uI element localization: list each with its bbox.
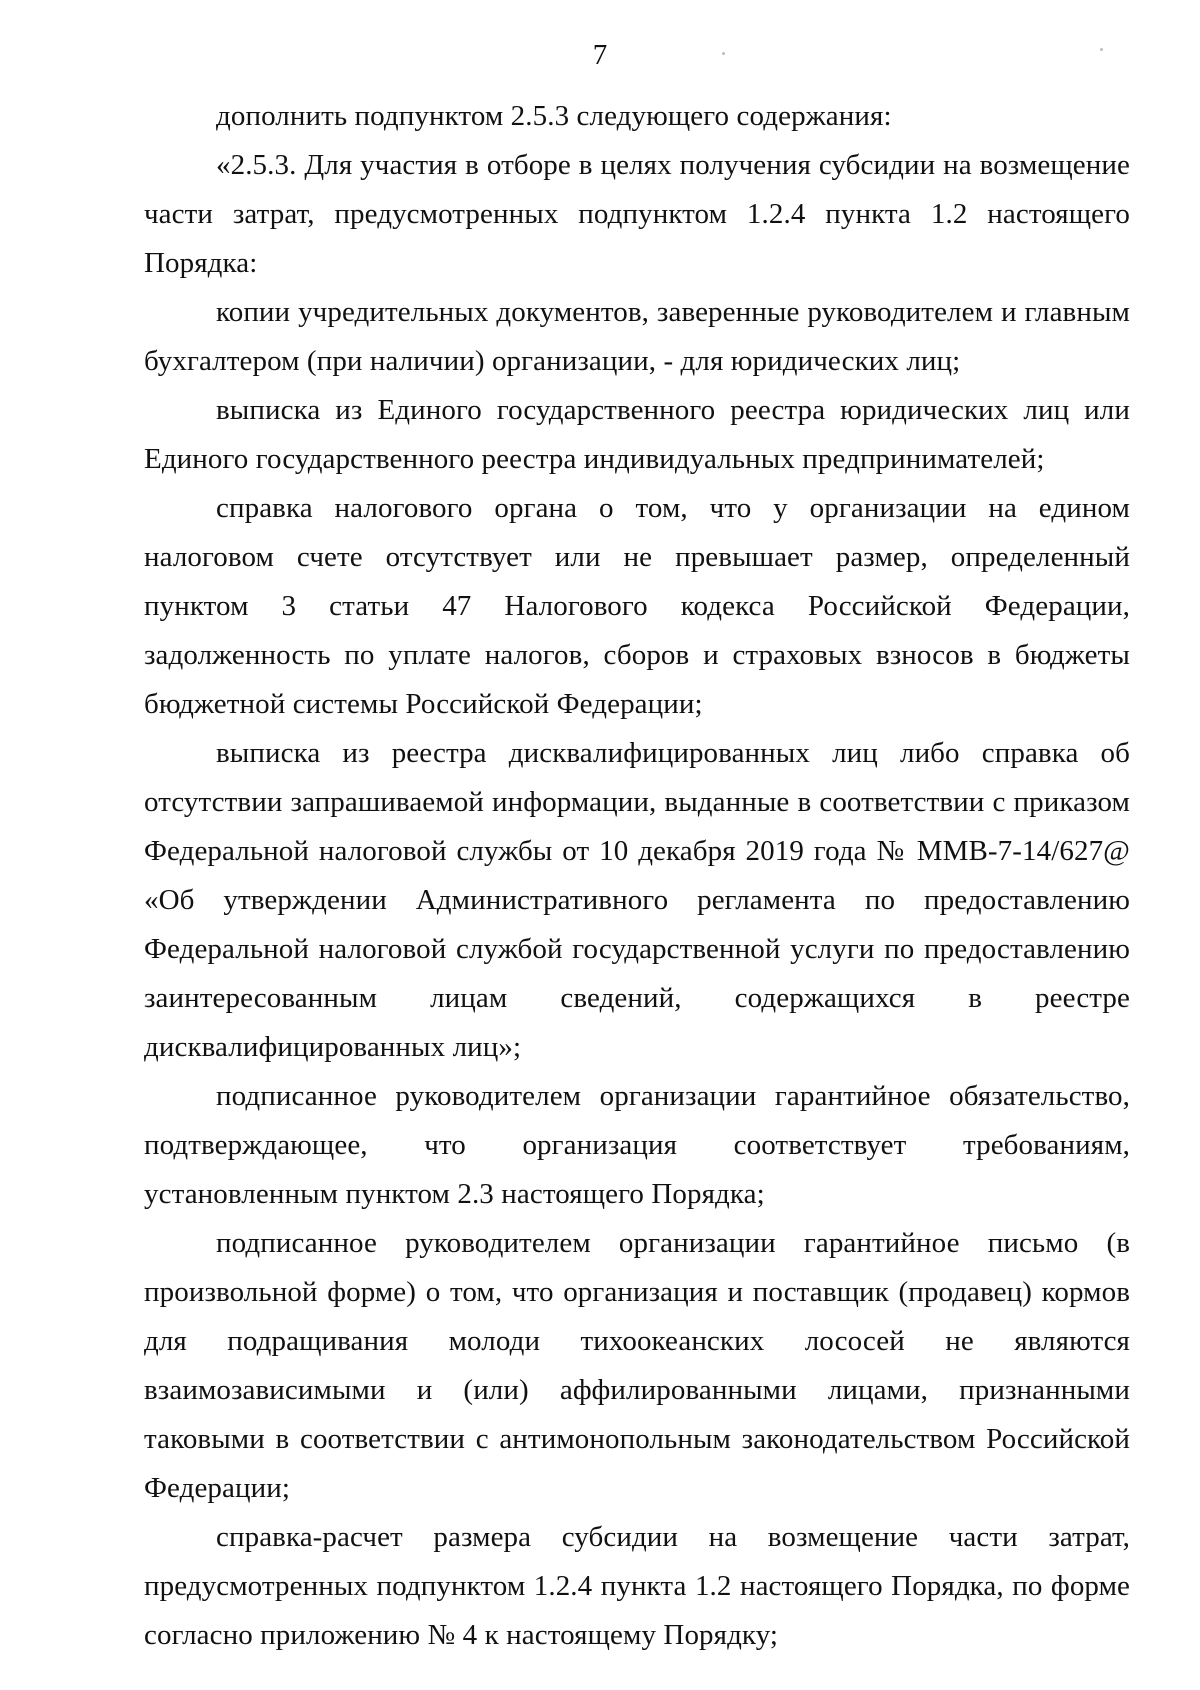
- scan-artifact-dot: [1100, 48, 1103, 51]
- paragraph-founding-documents: копии учредительных документов, заверенные руководителем и главным бухгалтером (при наличии) организации, - для юридических лиц;: [144, 296, 1130, 377]
- paragraph-subsidy-calculation: справка-расчет размера субсидии на возмещение части затрат, предусмотренных подпунктом 1.2.4 пункта 1.2 настоящего Порядка, по форме согласно приложению № 4 к настоящему Порядку;: [144, 1521, 1130, 1651]
- paragraph-register-extract: выписка из Единого государственного реестра юридических лиц или Единого государственного реестра индивидуальных предпринимателей;: [144, 394, 1130, 475]
- page-number: 7: [592, 39, 608, 71]
- paragraph-guarantee-letter: подписанное руководителем организации гарантийное письмо (в произвольной форме) о том, что организация и поставщик (продавец) кормов для подращивания молоди тихоокеанских лососей не являются взаимозависимыми и (или) аффилированными лицами, признанными таковыми в соответствии с антимонопольным законодательством Российской Федерации;: [144, 1227, 1130, 1504]
- paragraph-subclause-heading: «2.5.3. Для участия в отборе в целях получения субсидии на возмещение части затрат, предусмотренных подпунктом 1.2.4 пункта 1.2 настоящего Порядка:: [144, 149, 1130, 279]
- document-body: [144, 92, 1130, 1660]
- scan-artifact-dot: [722, 52, 725, 55]
- paragraph-guarantee-obligation: подписанное руководителем организации гарантийное обязательство, подтверждающее, что организация соответствует требованиям, установленным пунктом 2.3 настоящего Порядка;: [144, 1080, 1130, 1210]
- paragraph-intro: дополнить подпунктом 2.5.3 следующего содержания:: [216, 100, 892, 132]
- paragraph-disqualified-register: выписка из реестра дисквалифицированных лиц либо справка об отсутствии запрашиваемой информации, выданные в соответствии с приказом Федеральной налоговой службы от 10 декабря 2019 года № ММВ-7-14/627@ «Об утверждении Административного регламента по предоставлению Федеральной налоговой службой государственной услуги по предоставлению заинтересованным лицам сведений, содержащихся в реестре дисквалифицированных лиц»;: [144, 737, 1130, 1063]
- paragraph-tax-certificate: справка налогового органа о том, что у организации на едином налоговом счете отсутствует или не превышает размер, определенный пунктом 3 статьи 47 Налогового кодекса Российской Федерации, задолженность по уплате налогов, сборов и страховых взносов в бюджеты бюджетной системы Российской Федерации;: [144, 492, 1130, 720]
